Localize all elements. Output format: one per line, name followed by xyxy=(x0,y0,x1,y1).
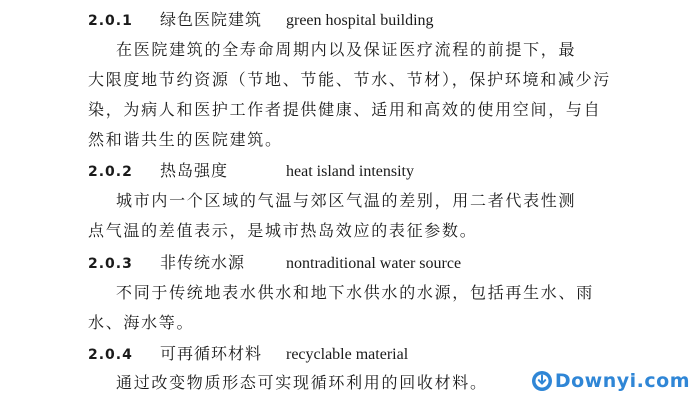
term-heading xyxy=(88,341,408,367)
definition-line: 水、海水等。 xyxy=(88,313,195,332)
definition-line: 大限度地节约资源（节地、节能、节水、节材），保护环境和减少污 xyxy=(88,70,612,89)
term-english: green hospital building xyxy=(286,12,434,29)
definition-line: 然和谐共生的医院建筑。 xyxy=(88,130,283,149)
definition-line: 在医院建筑的全寿命周期内以及保证医疗流程的前提下，最 xyxy=(116,40,577,59)
term-heading xyxy=(88,250,461,276)
definition-line: 不同于传统地表水供水和地下水供水的水源，包括再生水、雨 xyxy=(116,283,594,302)
term-english: heat island intensity xyxy=(286,163,414,180)
term-number: 2.0.1 xyxy=(88,13,133,29)
term-english: nontraditional water source xyxy=(286,255,462,272)
term-english: recyclable material xyxy=(286,346,409,363)
term-number: 2.0.2 xyxy=(88,164,133,180)
watermark-text: Downyi.com xyxy=(554,370,690,392)
term-chinese: 绿色医院建筑 xyxy=(160,10,263,29)
term-heading xyxy=(88,7,434,33)
term-heading xyxy=(88,158,414,184)
definition-line: 城市内一个区域的气温与郊区气温的差别，用二者代表性测 xyxy=(116,191,577,210)
term-chinese: 可再循环材料 xyxy=(160,344,263,363)
definition-line: 点气温的差值表示，是城市热岛效应的表征参数。 xyxy=(88,221,478,240)
definition-line: 染，为病人和医护工作者提供健康、适用和高效的使用空间，与自 xyxy=(88,100,602,119)
term-chinese: 非传统水源 xyxy=(160,253,246,272)
definition-line: 通过改变物质形态可实现循环利用的回收材料。 xyxy=(116,373,488,392)
term-number: 2.0.4 xyxy=(88,347,133,363)
term-number: 2.0.3 xyxy=(88,256,133,272)
downyi-logo-icon xyxy=(531,370,553,392)
watermark xyxy=(531,368,690,394)
term-chinese: 热岛强度 xyxy=(160,161,229,180)
